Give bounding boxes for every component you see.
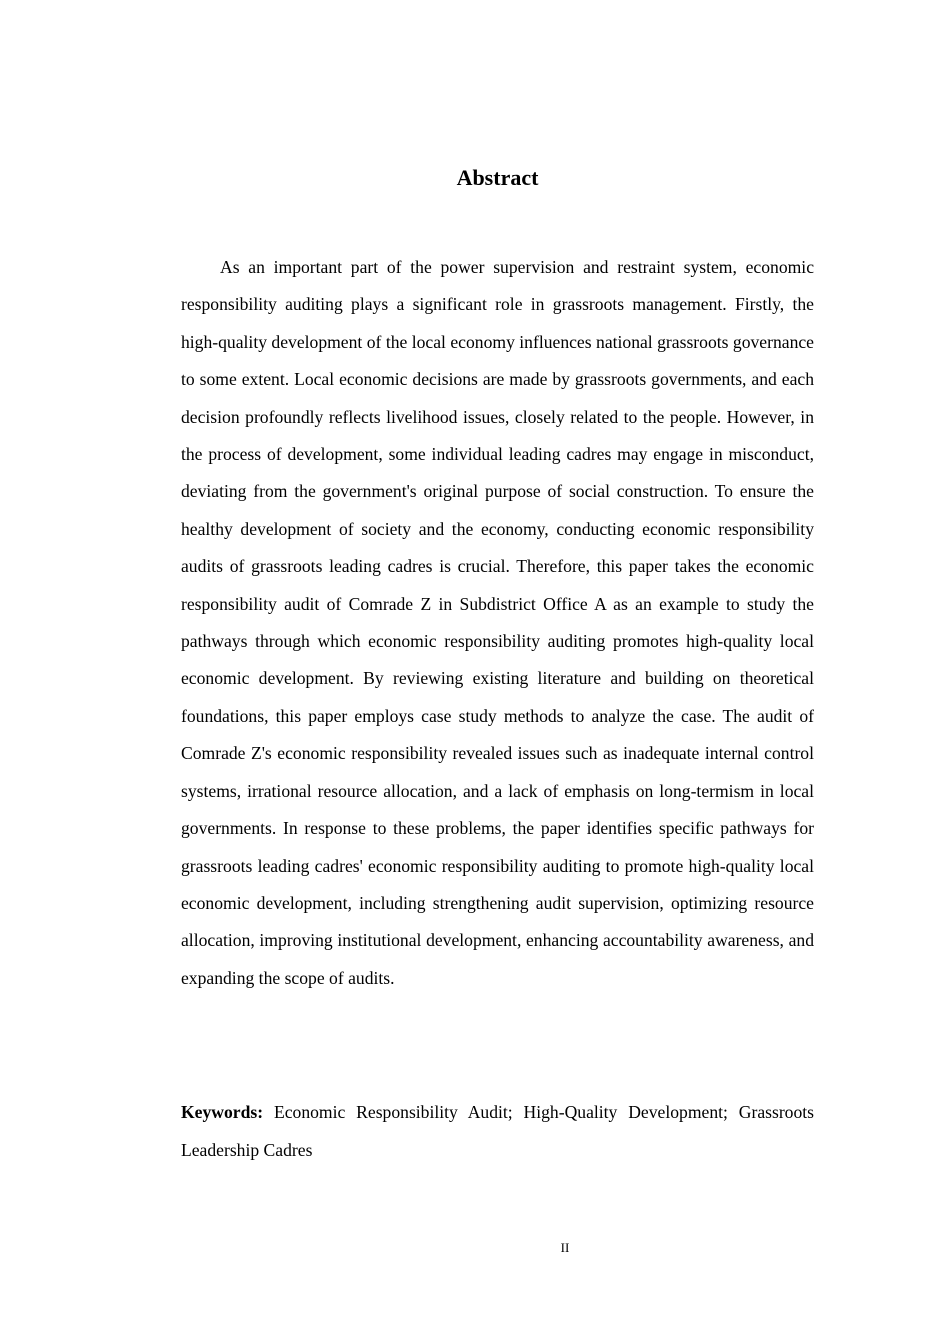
keywords-section [181, 1094, 814, 1169]
abstract-title: Abstract [456, 165, 539, 190]
page-number: II [560, 1240, 570, 1255]
keywords-text: Economic Responsibility Audit; High-Quality Development; Grassroots Leadership Cadres [181, 1102, 815, 1160]
keywords-label: Keywords: [181, 1102, 264, 1122]
abstract-paragraph: As an important part of the power supervision and restraint system, economic responsibility auditing plays a significant role in grassroots management. Firstly, the high-quality development of the local economy influences national grassroots governance to some extent. Local economic decisions are made by grassroots governments, and each decision profoundly reflects livelihood issues, closely related to the people. However, in the process of development, some individual leading cadres may engage in misconduct, deviating from the government's original purpose of social construction. To ensure the healthy development of society and the economy, conducting economic responsibility audits of grassroots leading cadres is crucial. Therefore, this paper takes the economic responsibility audit of Comrade Z in Subdistrict Office A as an example to study the pathways through which economic responsibility auditing promotes high-quality local economic development. By reviewing existing literature and building on theoretical foundations, this paper employs case study methods to analyze the case. The audit of Comrade Z's economic responsibility revealed issues such as inadequate internal control systems, irrational resource allocation, and a lack of emphasis on long-termism in local governments. In response to these problems, the paper identifies specific pathways for grassroots leading cadres' economic responsibility auditing to promote high-quality local economic development, including strengthening audit supervision, optimizing resource allocation, improving institutional development, enhancing accountability awareness, and expanding the scope of audits. [181, 257, 814, 988]
